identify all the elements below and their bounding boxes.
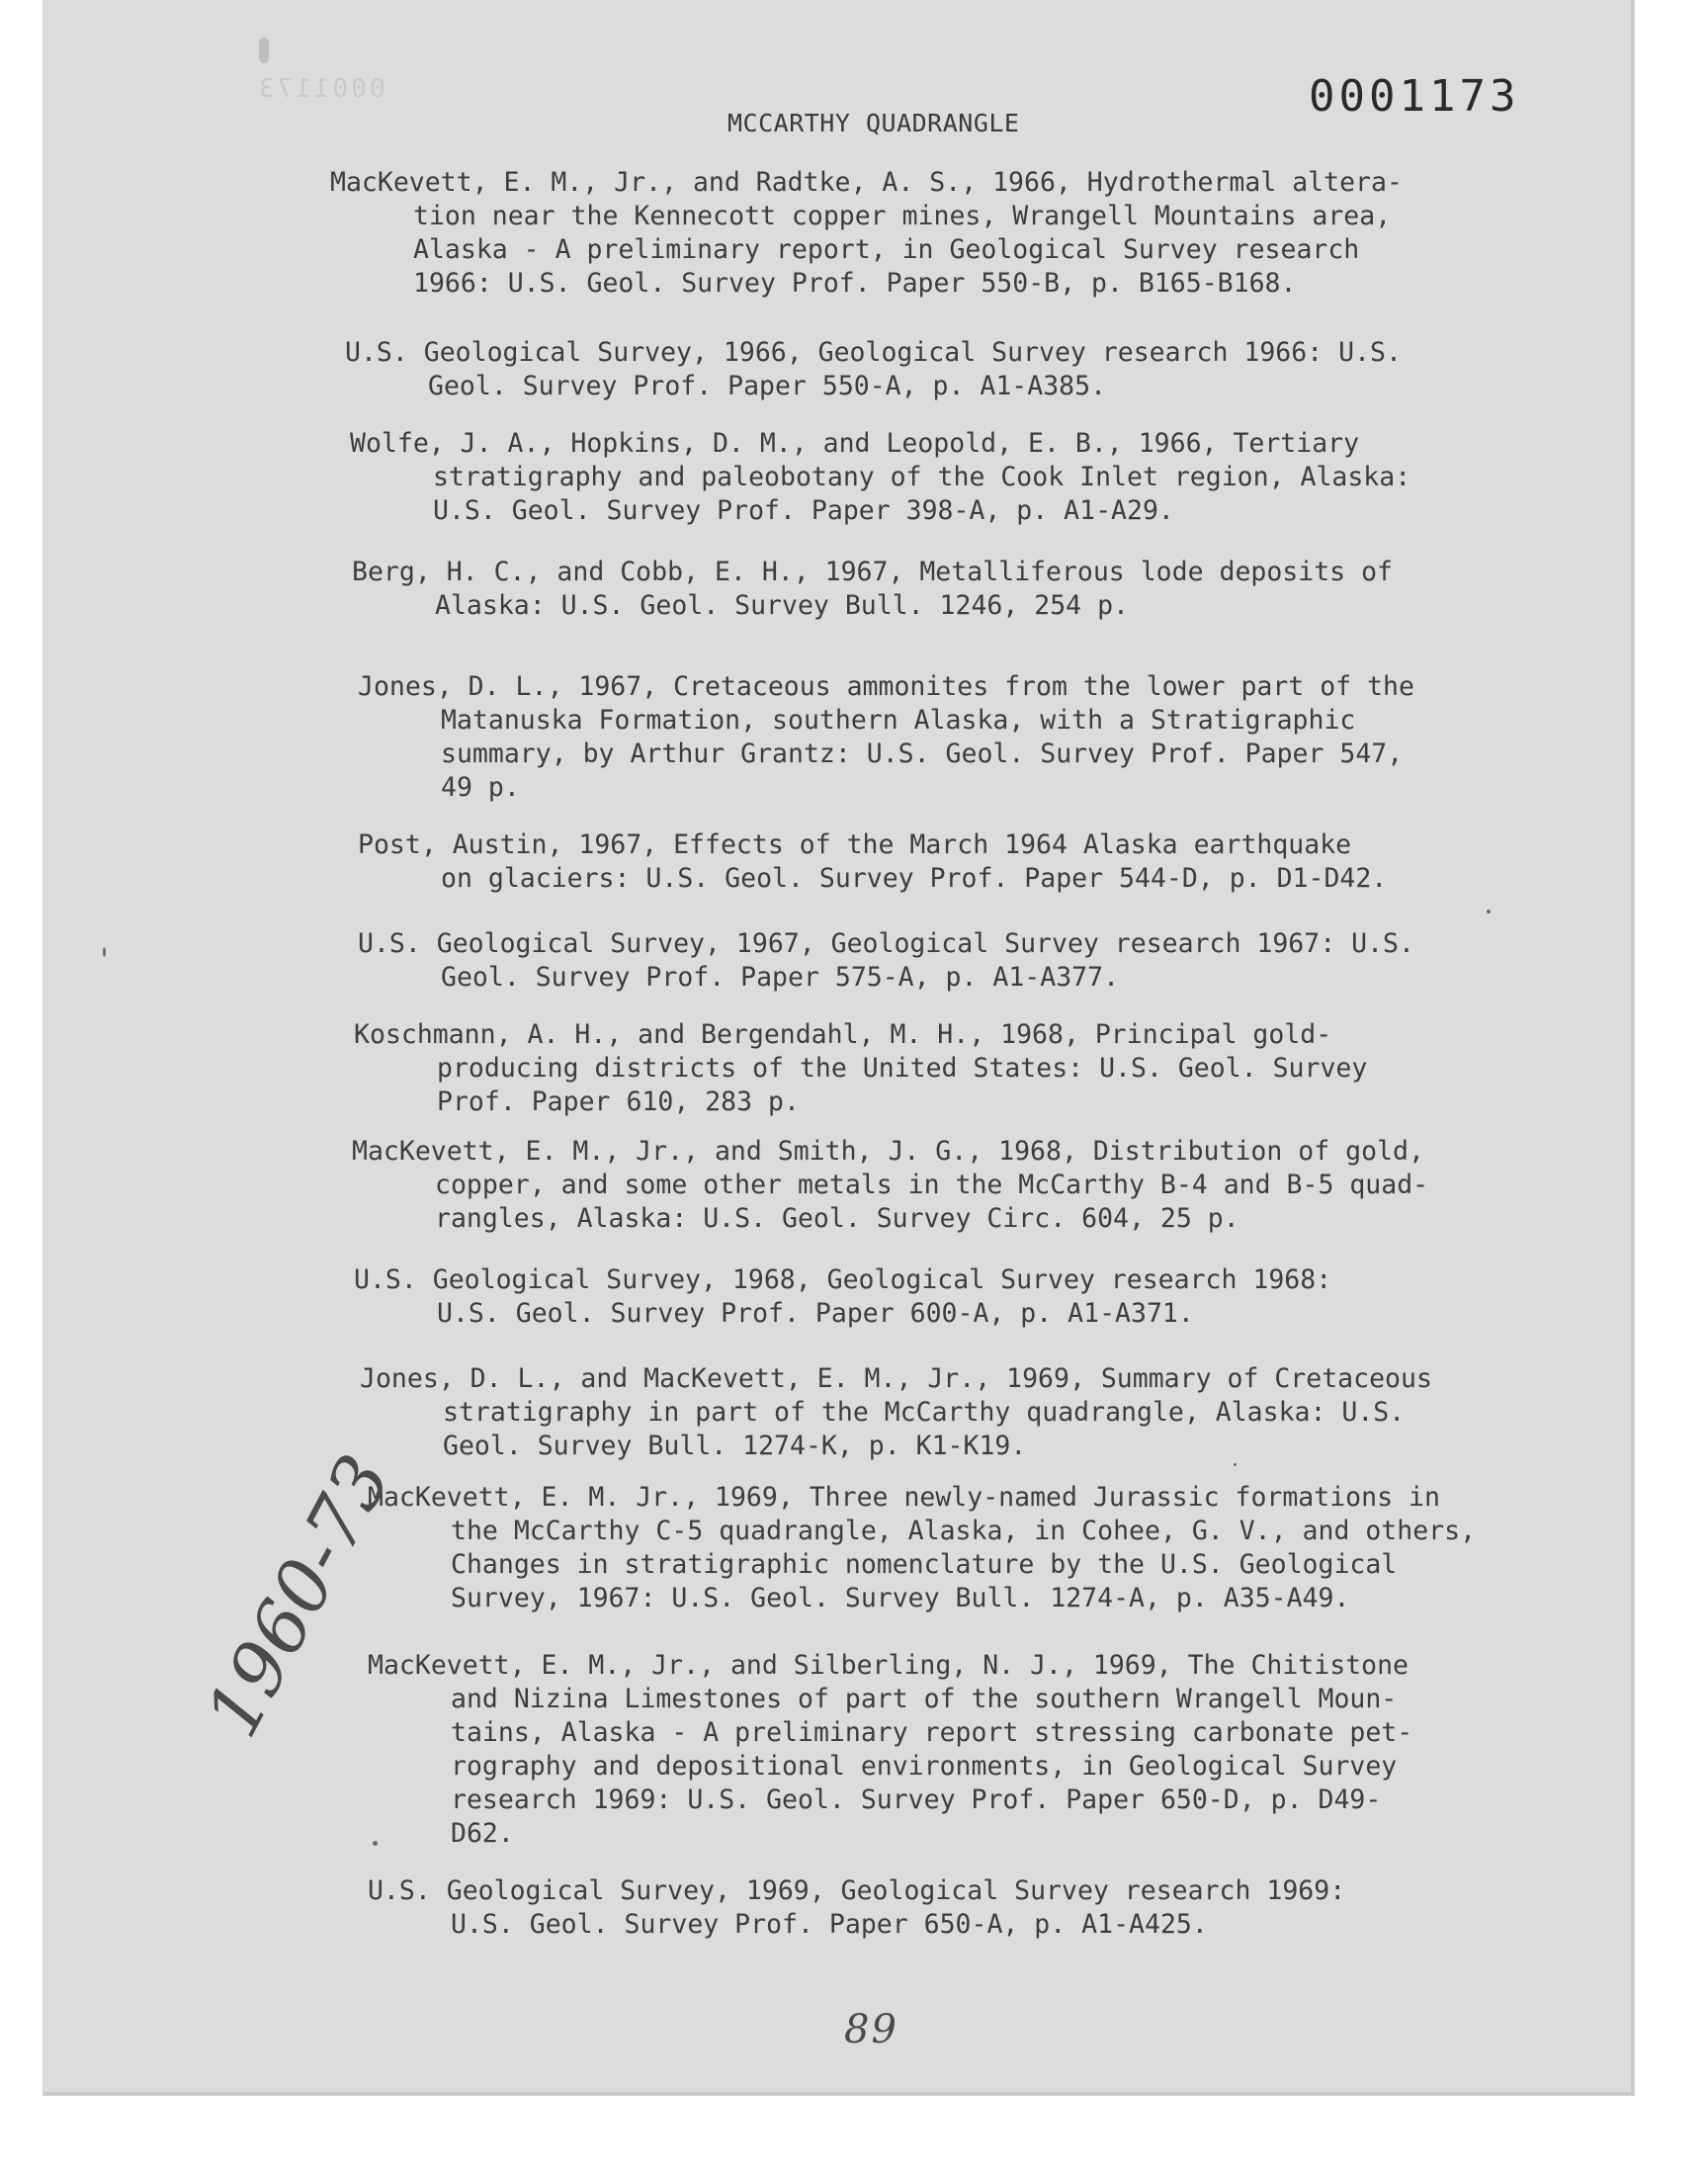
handwritten-date-range: 1960-73 <box>190 1441 408 1751</box>
reference-line: on glaciers: U.S. Geol. Survey Prof. Paper 544-D, p. D1-D42. <box>441 863 1388 894</box>
reference-line: tains, Alaska - A preliminary report stressing carbonate pet- <box>451 1717 1413 1748</box>
reference-line: summary, by Arthur Grantz: U.S. Geol. Survey Prof. Paper 547, <box>441 739 1404 769</box>
reference-line: Jones, D. L., and MacKevett, E. M., Jr., 1969, Summary of Cretaceous <box>360 1363 1432 1394</box>
reference-line: Geol. Survey Prof. Paper 550-A, p. A1-A385. <box>428 371 1107 401</box>
reference-entry <box>368 1649 1412 1851</box>
reference-line: rangles, Alaska: U.S. Geol. Survey Circ. 604, 25 p. <box>435 1203 1239 1234</box>
reference-line: Prof. Paper 610, 283 p. <box>437 1087 800 1117</box>
reference-line: Post, Austin, 1967, Effects of the March 1964 Alaska earthquake <box>358 829 1352 860</box>
reference-line: Wolfe, J. A., Hopkins, D. M., and Leopold, E. B., 1966, Tertiary <box>350 428 1360 459</box>
reference-line: producing districts of the United States: U.S. Geol. Survey <box>437 1053 1368 1084</box>
handwritten-page-number: 89 <box>844 2007 898 2052</box>
reference-line: research 1969: U.S. Geol. Survey Prof. Paper 650-D, p. D49- <box>451 1784 1382 1815</box>
reference-line: copper, and some other metals in the McCarthy B-4 and B-5 quad- <box>435 1170 1429 1200</box>
reference-line: D62. <box>451 1818 514 1849</box>
reference-line: MacKevett, E. M., Jr., and Radtke, A. S., 1966, Hydrothermal altera- <box>330 167 1403 198</box>
reference-entry <box>350 427 1410 528</box>
reference-line: tion near the Kennecott copper mines, Wrangell Mountains area, <box>413 201 1392 231</box>
reference-line: Alaska - A preliminary report, in Geological Survey research <box>413 234 1360 265</box>
reference-line: stratigraphy and paleobotany of the Cook Inlet region, Alaska: <box>433 462 1411 492</box>
scan-speck <box>373 1841 378 1846</box>
reference-line: Matanuska Formation, southern Alaska, with a Stratigraphic <box>441 705 1356 736</box>
reference-entry <box>352 1135 1428 1236</box>
reference-entry <box>354 1018 1367 1119</box>
reference-line: Geol. Survey Prof. Paper 575-A, p. A1-A377. <box>441 962 1120 993</box>
reference-entry <box>358 670 1414 805</box>
document-number: 0001173 <box>1309 71 1520 122</box>
scan-speck <box>103 947 106 957</box>
reference-line: 1966: U.S. Geol. Survey Prof. Paper 550-B, p. B165-B168. <box>413 268 1297 299</box>
reference-line: MacKevett, E. M., Jr., and Silberling, N. J., 1969, The Chitistone <box>368 1650 1409 1681</box>
reference-line: Koschmann, A. H., and Bergendahl, M. H., 1968, Principal gold- <box>354 1019 1332 1050</box>
reference-line: stratigraphy in part of the McCarthy quadrangle, Alaska: U.S. <box>443 1397 1406 1428</box>
reference-line: U.S. Geological Survey, 1969, Geological Survey research 1969: <box>368 1875 1346 1906</box>
reference-entry <box>354 1263 1331 1331</box>
reference-line: 49 p. <box>441 772 520 803</box>
reference-entry <box>368 1481 1476 1615</box>
reference-line: and Nizina Limestones of part of the southern Wrangell Moun- <box>451 1684 1398 1714</box>
reference-line: rography and depositional environments, in Geological Survey <box>451 1751 1398 1782</box>
reference-line: U.S. Geol. Survey Prof. Paper 600-A, p. A1-A371. <box>437 1298 1194 1329</box>
reference-line: U.S. Geol. Survey Prof. Paper 398-A, p. A1-A29. <box>433 495 1174 526</box>
reference-entry <box>368 1874 1345 1942</box>
reference-line: Changes in stratigraphic nomenclature by the U.S. Geological <box>451 1549 1398 1580</box>
reference-line: Alaska: U.S. Geol. Survey Bull. 1246, 254 p. <box>435 590 1129 621</box>
bleed-through-text: 0001173 <box>256 74 385 104</box>
reference-entry <box>345 336 1402 403</box>
scan-speck <box>1487 910 1491 914</box>
reference-entry <box>352 556 1393 623</box>
reference-entry <box>330 166 1403 301</box>
reference-entry <box>360 1362 1432 1463</box>
reference-line: Survey, 1967: U.S. Geol. Survey Bull. 1274-A, p. A35-A49. <box>451 1583 1350 1613</box>
reference-line: U.S. Geol. Survey Prof. Paper 650-A, p. A1-A425. <box>451 1909 1208 1940</box>
reference-line: Jones, D. L., 1967, Cretaceous ammonites from the lower part of the <box>358 671 1414 702</box>
reference-line: U.S. Geological Survey, 1967, Geological Survey research 1967: U.S. <box>358 928 1414 959</box>
reference-entry <box>358 828 1387 896</box>
reference-line: Berg, H. C., and Cobb, E. H., 1967, Metalliferous lode deposits of <box>352 557 1393 587</box>
scan-speck <box>1234 1463 1237 1466</box>
document-page <box>43 0 1634 2095</box>
page-title: MCCARTHY QUADRANGLE <box>727 109 1020 137</box>
reference-entry <box>358 927 1414 995</box>
scan-smudge <box>259 38 269 63</box>
reference-line: MacKevett, E. M., Jr., and Smith, J. G., 1968, Distribution of gold, <box>352 1136 1424 1167</box>
reference-line: the McCarthy C-5 quadrangle, Alaska, in Cohee, G. V., and others, <box>451 1516 1477 1546</box>
reference-line: Geol. Survey Bull. 1274-K, p. K1-K19. <box>443 1431 1027 1461</box>
reference-line: U.S. Geological Survey, 1968, Geological Survey research 1968: <box>354 1264 1332 1295</box>
reference-line: MacKevett, E. M. Jr., 1969, Three newly-named Jurassic formations in <box>368 1482 1440 1513</box>
reference-line: U.S. Geological Survey, 1966, Geological Survey research 1966: U.S. <box>345 337 1402 368</box>
